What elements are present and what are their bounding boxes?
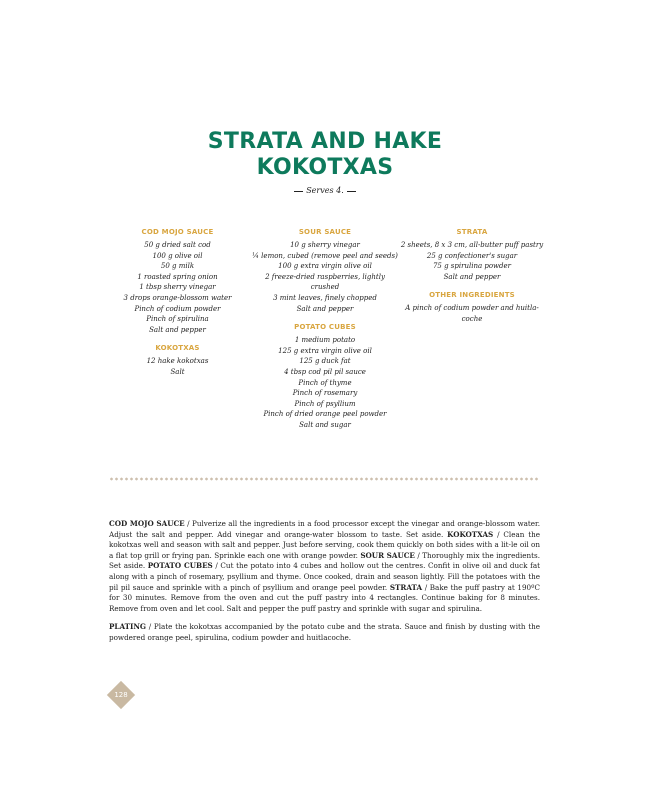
- ingredient-item: 3 mint leaves, finely chopped: [273, 293, 377, 302]
- step-text: / Bake the puff pastry at 190ºC for 30 minutes. Remove from the oven and cut the puff pastry into 4 rectangles. Continue baking for 8 minutes. Remove from oven and let cool. Salt and pepper the puff pastry and sprinkle with sugar and spirulina.: [109, 582, 540, 613]
- step-text: / Pulverize all the ingredients in a food processor except the vinegar and orange-blossom water. Adjust the salt and pepper. Add vinegar and orange-water blossom to taste. Set aside.: [109, 519, 540, 539]
- serves-line: [0, 186, 650, 195]
- ingredients-column-1: [115, 227, 240, 378]
- dotted-divider: [109, 476, 540, 482]
- ingredient-item: 50 g dried salt cod: [144, 241, 211, 249]
- ingredient-item: Pinch of codium powder: [134, 304, 221, 313]
- ingredient-item: 2 freeze-dried raspberries, lightly crushed: [265, 272, 385, 292]
- step-label: POTATO CUBES: [147, 561, 213, 571]
- ingredient-section: [400, 227, 544, 282]
- page-number: 128: [114, 691, 128, 699]
- ingredient-item: A pinch of codium powder and huitla-coche: [405, 304, 539, 323]
- ingredient-item: 1 roasted spring onion: [137, 272, 218, 281]
- ingredient-item: Salt and sugar: [299, 420, 351, 429]
- section-header: KOKOTXAS: [155, 344, 200, 353]
- section-header: SOUR SAUCE: [298, 228, 352, 236]
- step-label: SOUR SAUCE: [360, 550, 415, 560]
- serves-dash-right: [347, 191, 356, 192]
- ingredient-item: 25 g confectioner's sugar: [426, 251, 518, 260]
- instructions: [109, 519, 540, 652]
- serves-text: Serves 4.: [306, 186, 344, 195]
- ingredient-item: Salt and pepper: [443, 272, 501, 281]
- ingredient-item: 4 tbsp cod pil pil sauce: [284, 367, 366, 376]
- ingredient-item: Salt and pepper: [149, 325, 206, 334]
- ingredient-section: [252, 322, 398, 430]
- section-header: COD MOJO SAUCE: [141, 228, 214, 236]
- ingredient-section: [115, 343, 240, 377]
- step-label: STRATA: [389, 582, 423, 592]
- ingredient-item: Salt and pepper: [296, 304, 354, 313]
- recipe-title: [0, 129, 650, 181]
- step-text: / Plate the kokotxas accompanied by the potato cube and the strata. Sauce and finish by dusting with the powdered orange peel, spirulina, codium powder and huitlacoche.: [109, 622, 540, 642]
- ingredient-item: Salt: [170, 367, 185, 376]
- instructions-paragraph-2: [109, 622, 540, 643]
- ingredients-column-3: [400, 227, 544, 325]
- step-text: / Thoroughly mix the ingredients. Set aside.: [109, 550, 540, 571]
- ingredient-item: 100 g olive oil: [152, 251, 203, 260]
- ingredient-item: 10 g sherry vinegar: [290, 241, 360, 249]
- ingredient-item: 125 g duck fat: [299, 357, 351, 366]
- ingredient-item: ¼ lemon, cubed (remove peel and seeds): [252, 251, 398, 260]
- ingredient-section: [400, 290, 544, 324]
- step-label: KOKOTXAS: [447, 529, 494, 539]
- ingredient-item: Pinch of thyme: [298, 378, 352, 387]
- ingredient-item: 50 g milk: [160, 262, 195, 271]
- ingredient-item: Pinch of dried orange peel powder: [263, 410, 387, 419]
- step-label: PLATING: [109, 622, 147, 632]
- ingredient-item: 75 g spirulina powder: [432, 262, 512, 271]
- serves-dash-left: [294, 191, 303, 192]
- ingredient-item: Pinch of rosemary: [292, 389, 358, 398]
- ingredient-section: [252, 227, 398, 314]
- ingredient-item: 100 g extra virgin olive oil: [278, 262, 372, 271]
- step-text: / Cut the potato into 4 cubes and hollow out the centres. Confit in olive oil and duck fat along with a pinch of rosemary, psyllium and thyme. Once cooked, drain and season lightly. Fill the potatoes with the pil pil sauce and sprinkle with a pinch of psyllium and orange peel powder.: [109, 561, 540, 592]
- ingredient-item: Pinch of spirulina: [146, 315, 209, 324]
- step-label: COD MOJO SAUCE: [109, 519, 185, 528]
- ingredient-item: 125 g extra virgin olive oil: [278, 346, 372, 355]
- recipe-title-line1: STRATA AND HAKE: [207, 129, 443, 154]
- section-header: OTHER INGREDIENTS: [429, 291, 515, 300]
- ingredient-section: [115, 227, 240, 335]
- instructions-paragraph-1: [109, 519, 540, 614]
- ingredient-item: 3 drops orange-blossom water: [123, 293, 232, 302]
- section-header: STRATA: [456, 228, 488, 236]
- ingredients-column-2: [252, 227, 398, 431]
- ingredient-item: Pinch of psyllium: [294, 399, 356, 408]
- recipe-title-line2: KOKOTXAS: [256, 155, 394, 180]
- step-text: / Clean the kokotxas well and season with salt and pepper. Just before serving, cook them quickly on both sides with a lit-le oil on a flat top grill or frying pan. Sprinkle each one with orange powder.: [109, 529, 540, 560]
- ingredient-item: 2 sheets, 8 x 3 cm, all-butter puff pastry: [400, 241, 544, 249]
- ingredient-item: 1 medium potato: [294, 336, 356, 345]
- ingredient-item: 1 tbsp sherry vinegar: [139, 283, 216, 292]
- section-header: POTATO CUBES: [294, 323, 356, 332]
- ingredient-item: 12 hake kokotxas: [146, 357, 209, 366]
